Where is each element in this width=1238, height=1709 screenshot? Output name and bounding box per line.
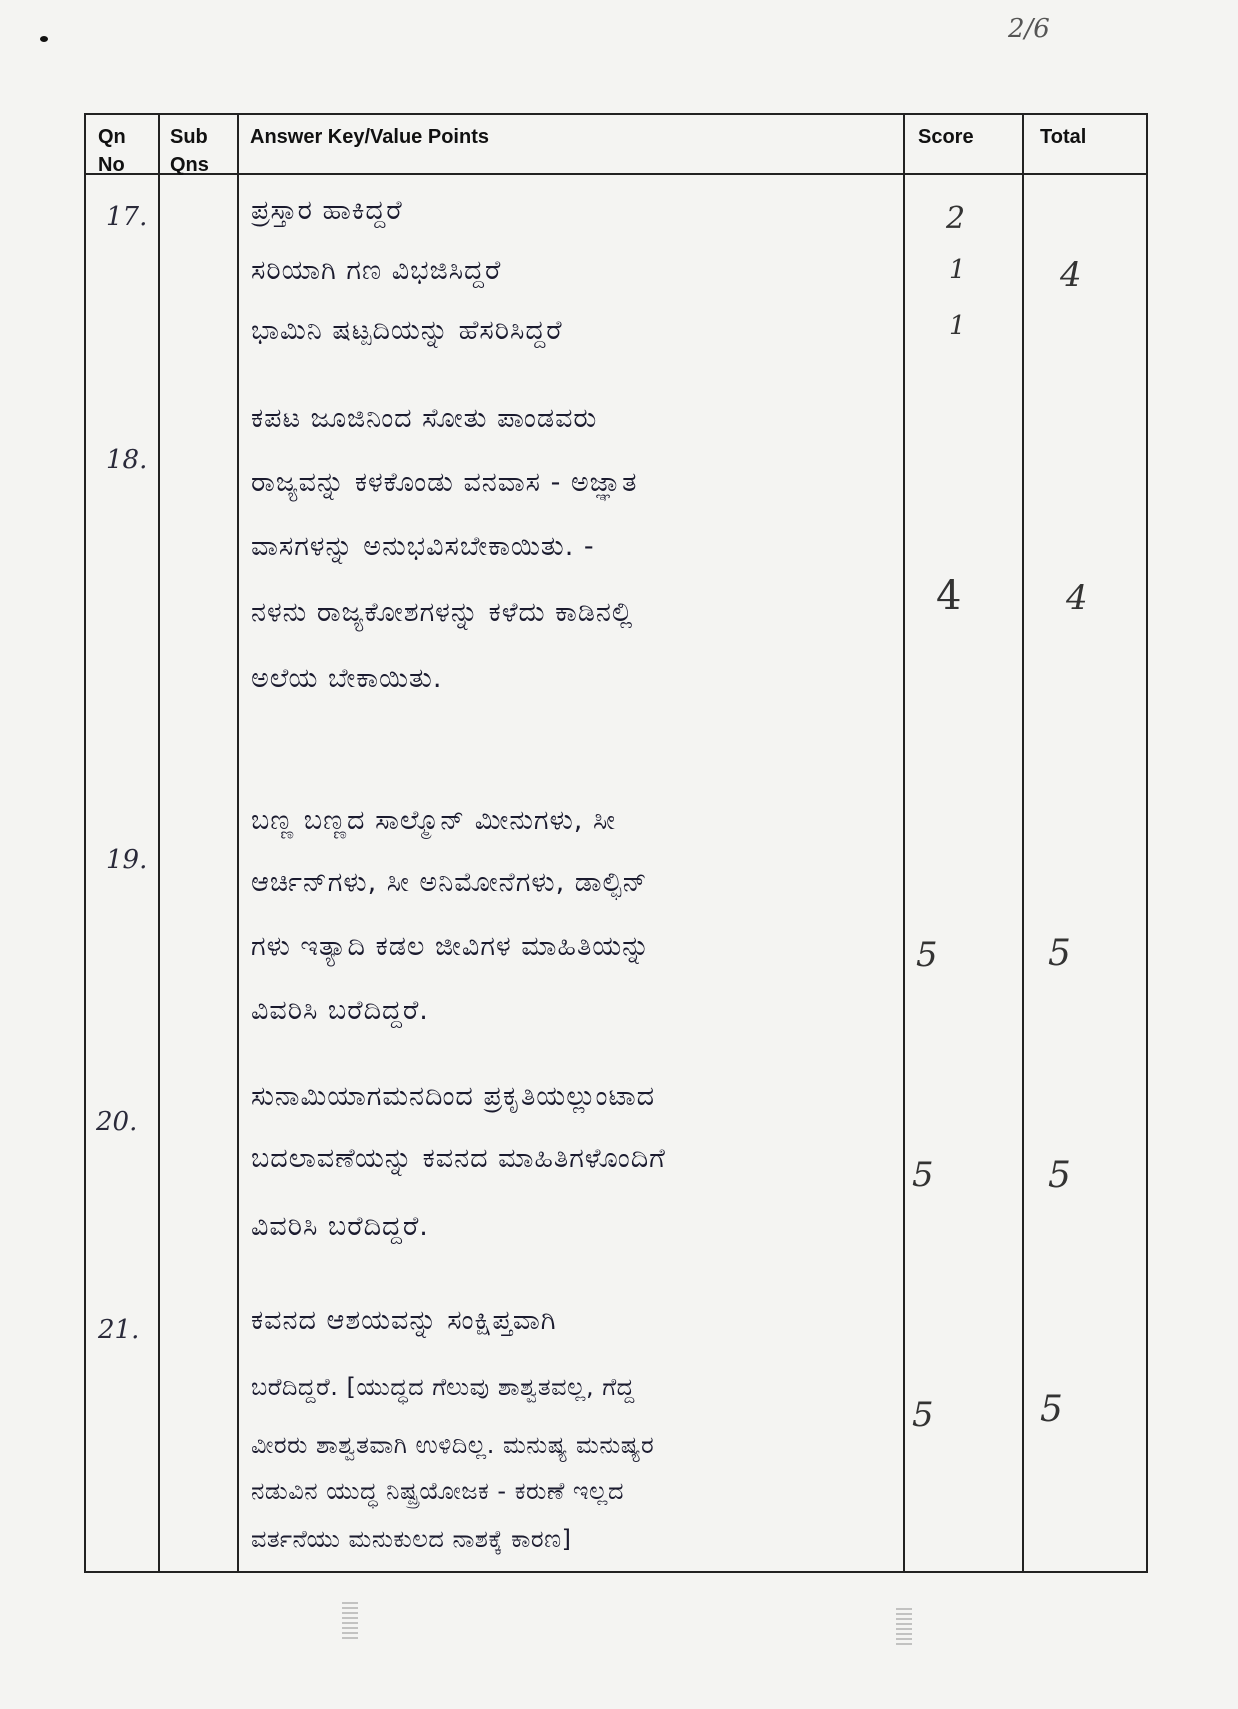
scan-artifact [896,1608,912,1648]
score-value: 5 [916,935,938,975]
header-divider [86,173,1146,175]
answer-line: ಅಲೆಯ ಬೇಕಾಯಿತು. [251,663,443,694]
answer-line: ನಡುವಿನ ಯುದ್ಧ ನಿಷ್ಪ್ರಯೋಜಕ - ಕರುಣೆ ಇಲ್ಲದ [251,1477,624,1505]
column-divider [237,115,239,1571]
column-divider [1022,115,1024,1571]
question-number: 20. [96,1107,138,1137]
total-value: 5 [1040,1389,1063,1430]
answer-line: ಬದಲಾವಣೆಯನ್ನು ಕವನದ ಮಾಹಿತಿಗಳೊಂದಿಗೆ [251,1143,666,1174]
question-number: 17. [106,202,148,232]
total-value: 5 [1048,933,1071,974]
answer-line: ಬರೆದಿದ್ದರೆ. [ಯುದ್ಧದ ಗೆಲುವು ಶಾಶ್ವತವಲ್ಲ, ಗೆದ್ದ [251,1373,635,1401]
scan-artifact [342,1602,358,1642]
score-value: 4 [936,573,962,619]
header-qn-no: Qn No [98,126,126,176]
answer-line: ಗಳು ಇತ್ಯಾದಿ ಕಡಲ ಜೀವಿಗಳ ಮಾಹಿತಿಯನ್ನು [251,931,651,962]
answer-line: ವಿವರಿಸಿ ಬರೆದಿದ್ದರೆ. [251,995,429,1026]
answer-line: ಆರ್ಚಿನ್‌ಗಳು, ಸೀ ಅನಿಮೋನೆಗಳು, ಡಾಲ್ಫಿನ್ [251,867,648,898]
answer-key-table [84,113,1148,1573]
total-value: 4 [1066,578,1088,618]
answer-line: ವಿವರಿಸಿ ಬರೆದಿದ್ದರೆ. [251,1211,429,1242]
question-number: 21. [98,1315,140,1345]
score-value: 5 [912,1155,934,1195]
answer-line: ಸುನಾಮಿಯಾಗಮನದಿಂದ ಪ್ರಕೃತಿಯಲ್ಲುಂಟಾದ [251,1081,656,1112]
answer-line: ನಳನು ರಾಜ್ಯಕೋಶಗಳನ್ನು ಕಳೆದು ಕಾಡಿನಲ್ಲಿ [251,597,634,628]
answer-line: ಕವನದ ಆಶಯವನ್ನು ಸಂಕ್ಷಿಪ್ತವಾಗಿ [251,1305,557,1336]
total-value: 4 [1060,255,1082,295]
page-mark: 2/6 [1008,14,1050,44]
question-number: 19. [106,845,148,875]
question-number: 18. [106,445,148,475]
score-value: 1 [949,255,966,285]
answer-line: ಸರಿಯಾಗಿ ಗಣ ವಿಭಜಿಸಿದ್ದರೆ [251,255,502,286]
answer-line: ಕಪಟ ಜೂಜಿನಿಂದ ಸೋತು ಪಾಂಡವರು [251,403,598,434]
header-total: Total [1040,126,1087,148]
ink-dot [40,36,48,42]
score-value: 5 [912,1395,934,1435]
answer-line: ಪ್ರಸ್ತಾರ ಹಾಕಿದ್ದರೆ [251,195,403,226]
header-sub-qns: Sub Qns [170,126,209,176]
answer-line: ವರ್ತನೆಯು ಮನುಕುಲದ ನಾಶಕ್ಕೆ ಕಾರಣ] [251,1525,572,1553]
answer-line: ಬಣ್ಣ ಬಣ್ಣದ ಸಾಲ್ಮೊನ್ ಮೀನುಗಳು, ಸೀ [251,805,617,836]
score-value: 1 [949,311,966,341]
header-score: Score [918,126,974,148]
column-divider [158,115,160,1571]
total-value: 5 [1048,1155,1071,1196]
answer-line: ವೀರರು ಶಾಶ್ವತವಾಗಿ ಉಳಿದಿಲ್ಲ. ಮನುಷ್ಯ ಮನುಷ್ಯರ [251,1431,655,1459]
answer-line: ವಾಸಗಳನ್ನು ಅನುಭವಿಸಬೇಕಾಯಿತು. - [251,531,595,562]
score-value: 2 [946,201,966,236]
header-answer-key: Answer Key/Value Points [250,126,489,148]
answer-line: ಭಾಮಿನಿ ಷಟ್ಪದಿಯನ್ನು ಹೆಸರಿಸಿದ್ದರೆ [251,315,563,346]
answer-line: ರಾಜ್ಯವನ್ನು ಕಳಕೊಂಡು ವನವಾಸ - ಅಜ್ಞಾತ [251,467,638,498]
